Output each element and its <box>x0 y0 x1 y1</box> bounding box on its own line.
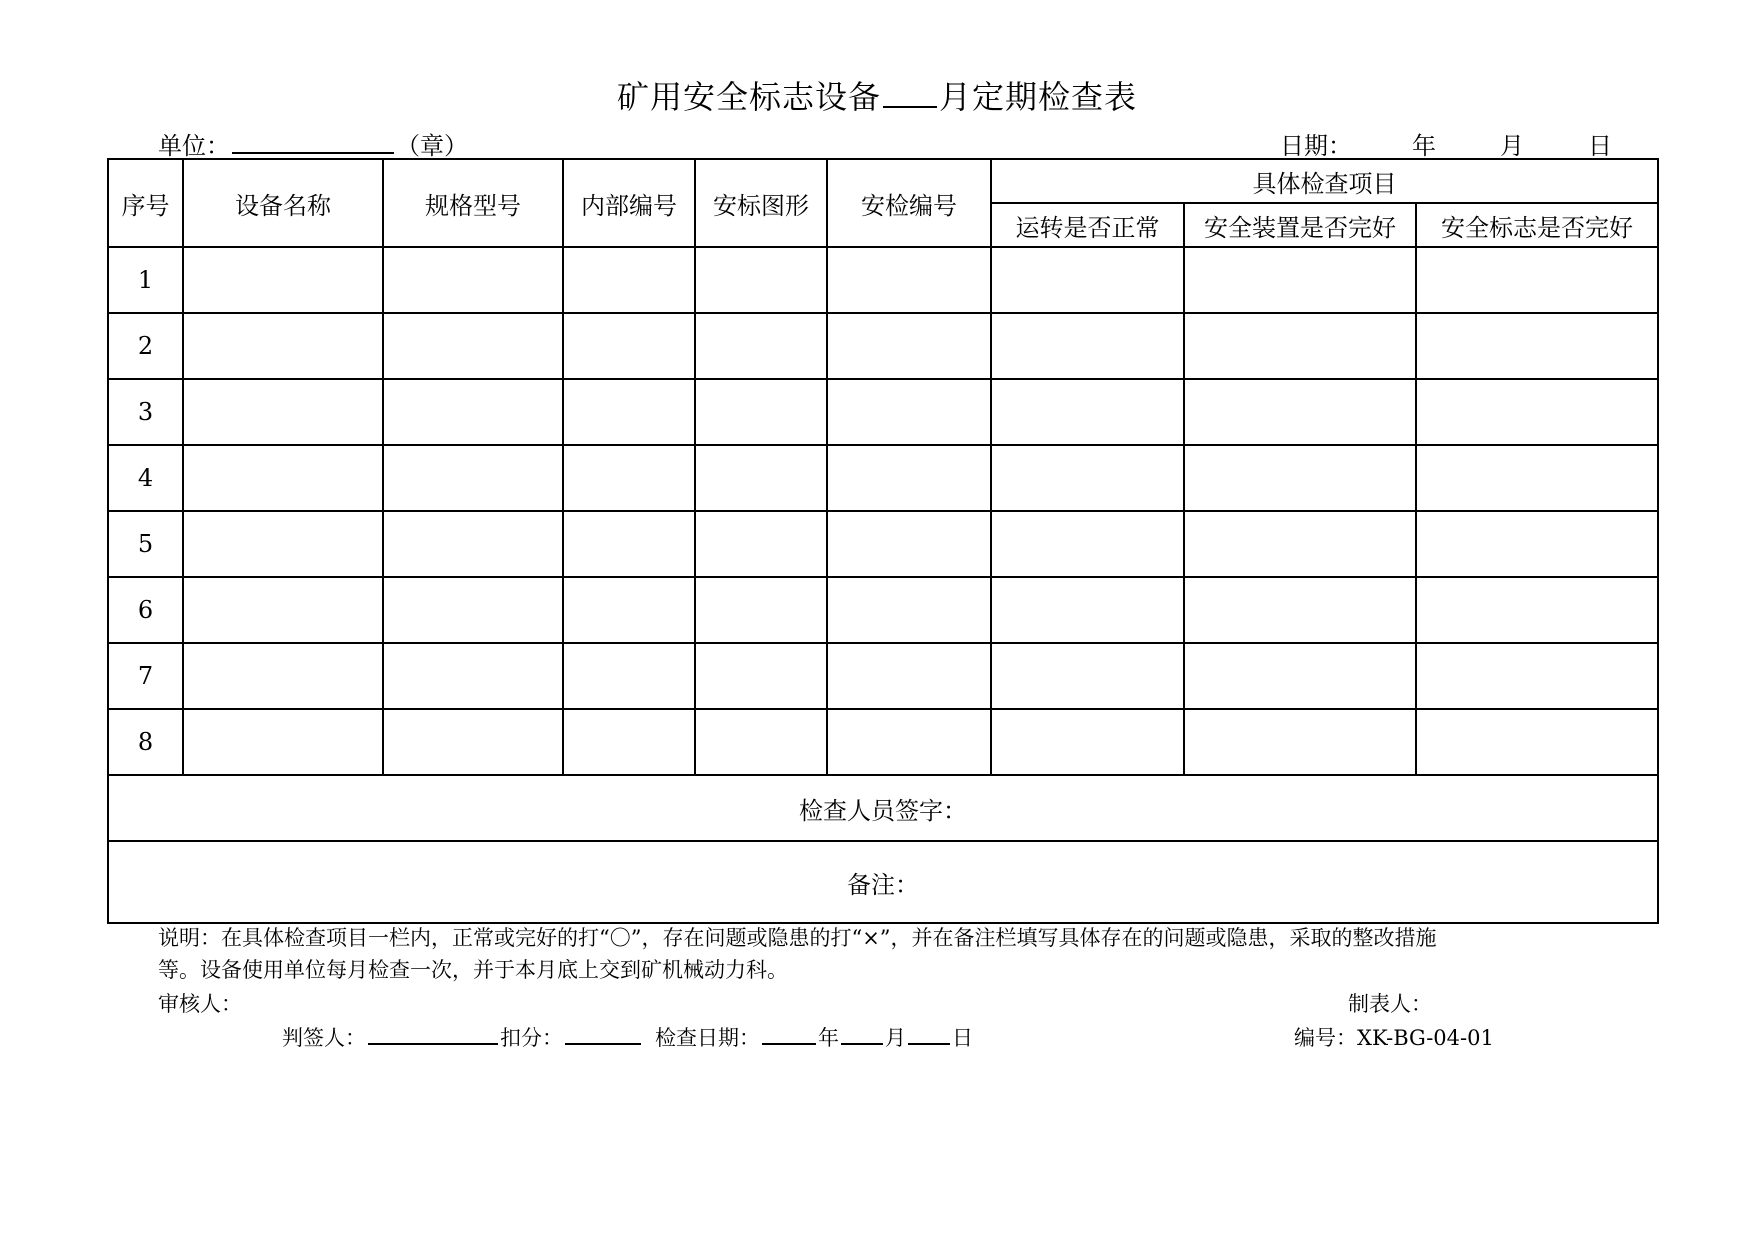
table-cell[interactable] <box>183 313 383 379</box>
unit-label: 单位： <box>158 132 230 160</box>
title-prefix: 矿用安全标志设备 <box>616 78 881 116</box>
page-title <box>0 72 1754 118</box>
table-cell[interactable] <box>991 379 1184 445</box>
header-safety-mark: 安标图形 <box>695 159 827 247</box>
deduct-blank[interactable] <box>565 1042 641 1045</box>
date-label: 日期： <box>1280 132 1352 160</box>
table-row <box>108 313 1658 379</box>
table-row <box>108 643 1658 709</box>
table-cell[interactable] <box>563 577 695 643</box>
table-cell[interactable] <box>695 709 827 775</box>
reviewer-label: 审核人： <box>158 992 242 1016</box>
table-cell[interactable] <box>695 445 827 511</box>
judge-label: 判签人： <box>282 1026 366 1050</box>
header-row <box>108 159 1658 203</box>
table-cell[interactable] <box>1416 379 1658 445</box>
table-row <box>108 379 1658 445</box>
table-cell[interactable] <box>695 247 827 313</box>
table-cell[interactable] <box>695 313 827 379</box>
table-cell[interactable] <box>1416 247 1658 313</box>
table-cell[interactable] <box>695 379 827 445</box>
table-cell[interactable] <box>563 247 695 313</box>
inspector-signature-cell[interactable]: 检查人员签字： <box>108 775 1658 841</box>
table-cell[interactable] <box>183 511 383 577</box>
row-number: 5 <box>108 511 183 577</box>
table-row <box>108 247 1658 313</box>
table-cell[interactable] <box>383 511 563 577</box>
unit-blank[interactable] <box>232 151 394 154</box>
table-cell[interactable] <box>183 445 383 511</box>
table-cell[interactable] <box>991 445 1184 511</box>
inspection-table <box>107 158 1659 924</box>
table-cell[interactable] <box>991 643 1184 709</box>
preparer-label: 制表人： <box>1348 992 1432 1016</box>
check-month-label: 月 <box>885 1026 906 1050</box>
table-cell[interactable] <box>383 247 563 313</box>
table-cell[interactable] <box>1416 445 1658 511</box>
table-cell[interactable] <box>827 313 991 379</box>
remarks-row <box>108 841 1658 923</box>
row-number: 6 <box>108 577 183 643</box>
row-number: 8 <box>108 709 183 775</box>
table-cell[interactable] <box>827 643 991 709</box>
row-number: 2 <box>108 313 183 379</box>
table-cell[interactable] <box>563 511 695 577</box>
table-cell[interactable] <box>183 643 383 709</box>
row-number: 4 <box>108 445 183 511</box>
doc-number: 编号：XK-BG-04-01 <box>1294 1026 1494 1050</box>
table-cell[interactable] <box>991 247 1184 313</box>
table-row <box>108 577 1658 643</box>
table-cell[interactable] <box>827 709 991 775</box>
table-cell[interactable] <box>1184 313 1416 379</box>
table-row <box>108 445 1658 511</box>
check-year-label: 年 <box>818 1026 839 1050</box>
table-cell[interactable] <box>1416 577 1658 643</box>
table-cell[interactable] <box>563 379 695 445</box>
row-number: 3 <box>108 379 183 445</box>
table-cell[interactable] <box>1184 247 1416 313</box>
header-safety-sign: 安全标志是否完好 <box>1416 203 1658 247</box>
table-cell[interactable] <box>563 709 695 775</box>
row-number: 1 <box>108 247 183 313</box>
check-year-blank[interactable] <box>762 1042 816 1045</box>
header-model: 规格型号 <box>383 159 563 247</box>
note-line-1: 说明：在具体检查项目一栏内，正常或完好的打“〇”，存在问题或隐患的打“×”，并在备注栏填写具体存在的问题或隐患，采取的整改措施 <box>158 926 1437 950</box>
table-row <box>108 511 1658 577</box>
table-cell[interactable] <box>827 511 991 577</box>
table-row <box>108 709 1658 775</box>
table-cell[interactable] <box>1184 511 1416 577</box>
table-cell[interactable] <box>827 445 991 511</box>
seal-label: （章） <box>396 132 468 160</box>
date-year-label: 年 <box>1412 132 1436 160</box>
judge-row <box>282 1022 973 1052</box>
table-cell[interactable] <box>695 511 827 577</box>
table-cell[interactable] <box>1416 709 1658 775</box>
header-seq: 序号 <box>108 159 183 247</box>
header-internal-no: 内部编号 <box>563 159 695 247</box>
table-cell[interactable] <box>827 577 991 643</box>
deduct-label: 扣分： <box>500 1026 563 1050</box>
title-suffix: 月定期检查表 <box>939 78 1138 116</box>
table-cell[interactable] <box>1184 445 1416 511</box>
table-cell[interactable] <box>1184 379 1416 445</box>
header-specific-items: 具体检查项目 <box>991 159 1658 203</box>
table-cell[interactable] <box>1416 313 1658 379</box>
table-cell[interactable] <box>991 709 1184 775</box>
table-cell[interactable] <box>183 709 383 775</box>
table-cell[interactable] <box>383 313 563 379</box>
table-cell[interactable] <box>1184 577 1416 643</box>
table-cell[interactable] <box>991 511 1184 577</box>
check-date-label: 检查日期： <box>655 1026 760 1050</box>
date-day-label: 日 <box>1588 132 1612 160</box>
header-device-name: 设备名称 <box>183 159 383 247</box>
header-inspect-no: 安检编号 <box>827 159 991 247</box>
header-safety-device: 安全装置是否完好 <box>1184 203 1416 247</box>
table-cell[interactable] <box>183 247 383 313</box>
table-cell[interactable] <box>383 709 563 775</box>
month-blank[interactable] <box>883 105 937 108</box>
date-month-label: 月 <box>1500 132 1524 160</box>
table-cell[interactable] <box>563 313 695 379</box>
table-cell[interactable] <box>383 577 563 643</box>
table-cell[interactable] <box>383 379 563 445</box>
judge-blank[interactable] <box>368 1042 498 1045</box>
table-cell[interactable] <box>1416 643 1658 709</box>
table-cell[interactable] <box>695 643 827 709</box>
table-cell[interactable] <box>183 577 383 643</box>
table-cell[interactable] <box>1184 709 1416 775</box>
table-cell[interactable] <box>991 313 1184 379</box>
table-cell[interactable] <box>383 643 563 709</box>
row-number: 7 <box>108 643 183 709</box>
table-cell[interactable] <box>183 379 383 445</box>
table-cell[interactable] <box>1416 511 1658 577</box>
table-cell[interactable] <box>827 379 991 445</box>
signature-row <box>108 775 1658 841</box>
check-month-blank[interactable] <box>841 1042 883 1045</box>
check-day-label: 日 <box>952 1026 973 1050</box>
table-cell[interactable] <box>383 445 563 511</box>
table-cell[interactable] <box>1184 643 1416 709</box>
table-cell[interactable] <box>563 445 695 511</box>
table-cell[interactable] <box>563 643 695 709</box>
note-line-2: 等。设备使用单位每月检查一次，并于本月底上交到矿机械动力科。 <box>158 958 788 982</box>
remarks-cell[interactable]: 备注： <box>108 841 1658 923</box>
table-cell[interactable] <box>827 247 991 313</box>
table-cell[interactable] <box>695 577 827 643</box>
table-cell[interactable] <box>991 577 1184 643</box>
header-running: 运转是否正常 <box>991 203 1184 247</box>
unit-row <box>158 126 468 161</box>
check-day-blank[interactable] <box>908 1042 950 1045</box>
